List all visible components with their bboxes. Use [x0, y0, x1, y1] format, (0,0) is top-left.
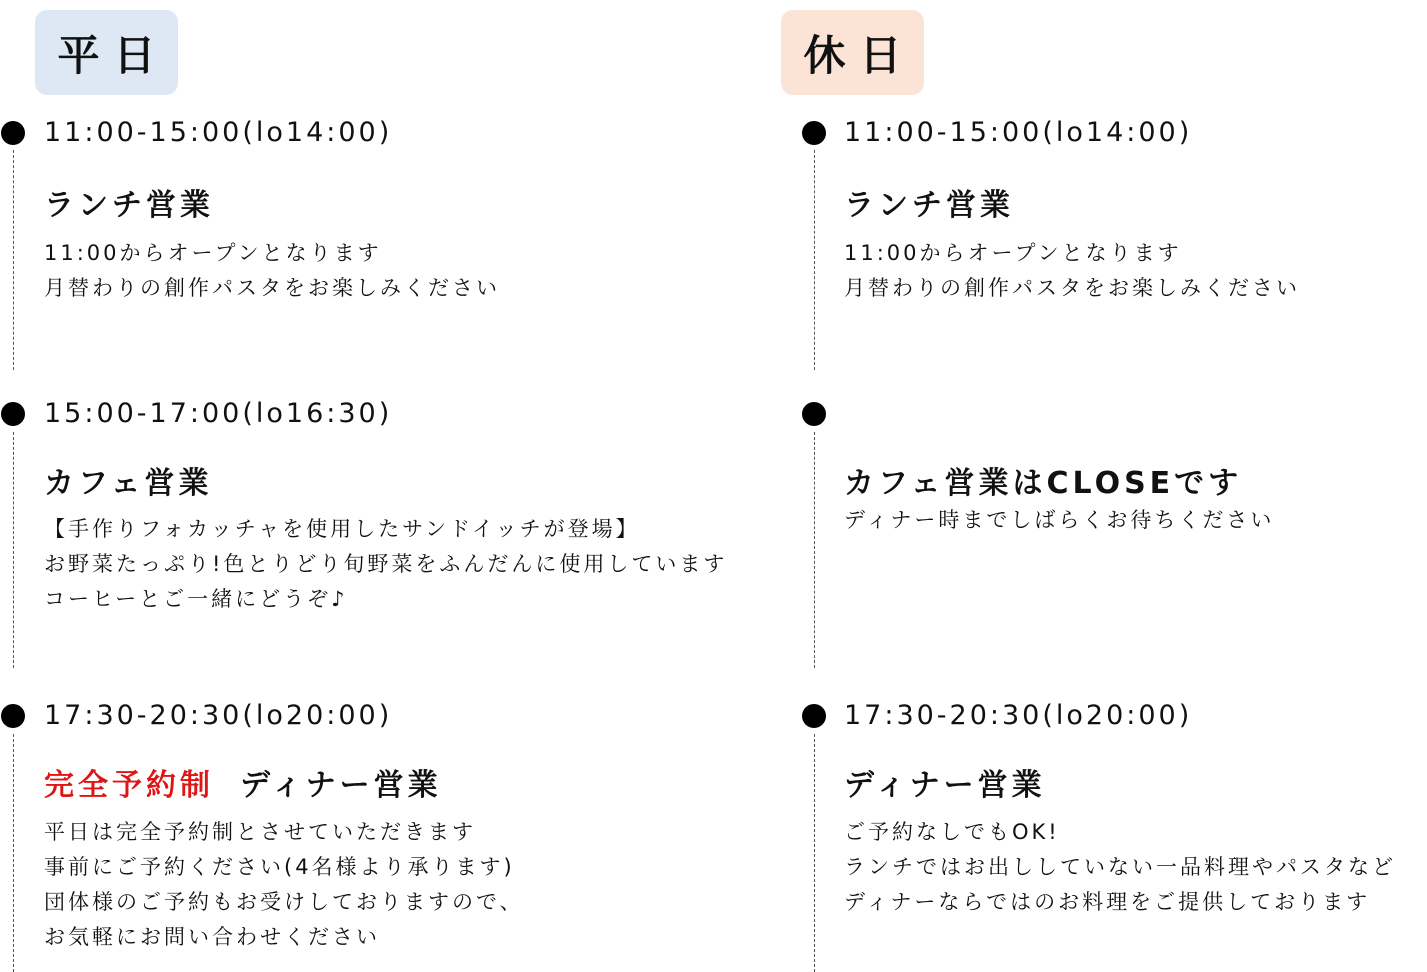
holiday-dinner-description [844, 815, 1396, 920]
weekday-lunch-time: 11:00-15:00(lo14:00) [44, 117, 393, 148]
weekday-dinner-title [44, 760, 442, 804]
holiday-column [780, 0, 1420, 972]
description-line: ご予約なしでもOK! [844, 820, 1060, 844]
timeline-line [13, 432, 14, 668]
weekday-cafe-description [44, 512, 727, 617]
weekday-lunch-description [44, 236, 500, 306]
timeline-dot [1, 402, 25, 426]
timeline-dot [802, 402, 826, 426]
description-line: 【手作りフォカッチャを使用したサンドイッチが登場】 [44, 517, 640, 541]
holiday-cafe-title: カフェ営業はCLOSEです [844, 466, 1243, 501]
description-line: ランチではお出ししていない一品料理やパスタなど [844, 855, 1396, 879]
description-line: 11:00からオープンとなります [844, 241, 1182, 265]
weekday-dinner-time: 17:30-20:30(lo20:00) [44, 700, 393, 731]
reservation-only-label: 完全予約制 [44, 768, 214, 803]
description-line: 11:00からオープンとなります [44, 241, 382, 265]
timeline-dot [802, 704, 826, 728]
description-line: お気軽にお問い合わせください [44, 925, 380, 949]
description-line: 月替わりの創作パスタをお楽しみください [844, 276, 1300, 300]
weekday-lunch-title: ランチ営業 [44, 188, 214, 223]
description-line: ディナーならではのお料理をご提供しております [844, 890, 1371, 914]
holiday-dinner-title: ディナー営業 [844, 768, 1046, 803]
timeline-line [814, 734, 815, 972]
timeline-line [814, 432, 815, 668]
description-line: 月替わりの創作パスタをお楽しみください [44, 276, 500, 300]
holiday-badge: 休日 [781, 10, 924, 95]
timeline-line [13, 150, 14, 370]
timeline-dot [802, 121, 826, 145]
weekday-dinner-description [44, 815, 524, 955]
description-line: コーヒーとご一緒にどうぞ♪ [44, 587, 348, 611]
holiday-lunch-time: 11:00-15:00(lo14:00) [844, 117, 1193, 148]
timeline-dot [1, 121, 25, 145]
description-line: お野菜たっぷり!色とりどり旬野菜をふんだんに使用しています [44, 552, 728, 576]
timeline-line [13, 734, 14, 972]
weekday-badge: 平日 [35, 10, 178, 95]
dinner-title-text: ディナー営業 [240, 768, 442, 803]
weekday-cafe-title: カフェ営業 [44, 466, 213, 501]
holiday-lunch-title: ランチ営業 [844, 188, 1014, 223]
description-line: 団体様のご予約もお受けしておりますので、 [44, 890, 524, 914]
weekday-cafe-time: 15:00-17:00(lo16:30) [44, 398, 393, 429]
description-line: 事前にご予約ください(4名様より承ります) [44, 855, 515, 879]
holiday-cafe-description [844, 503, 1274, 538]
holiday-dinner-time: 17:30-20:30(lo20:00) [844, 700, 1193, 731]
holiday-lunch-description [844, 236, 1300, 306]
description-line: 平日は完全予約制とさせていただきます [44, 820, 476, 844]
timeline-line [814, 150, 815, 370]
description-line: ディナー時までしばらくお待ちください [844, 508, 1275, 532]
timeline-dot [1, 704, 25, 728]
